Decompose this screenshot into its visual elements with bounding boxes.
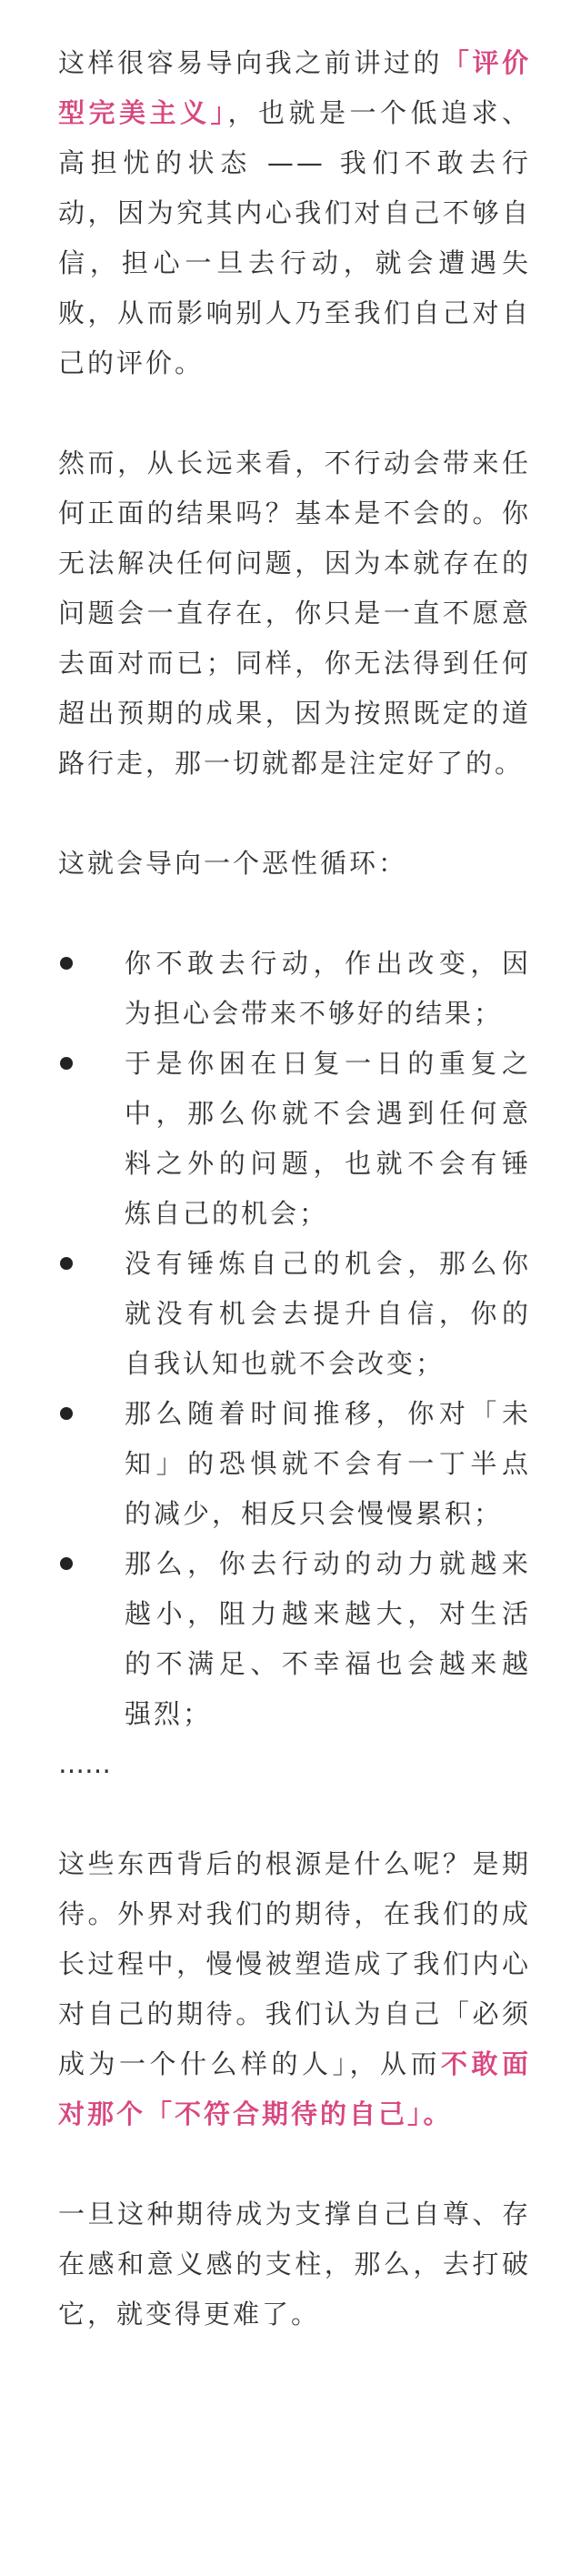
list-item [58,939,531,1039]
paragraph-text: ，也就是一个低追求、高担忧的状态 —— 我们不敢去行动，因为究其内心我们对自己不够自信，担心一旦去行动，就会遭遇失败，从而影响别人乃至我们自己对自己的评价。 [58,97,531,378]
paragraph-text: 这些东西背后的根源是什么呢？是期待。外界对我们的期待，在我们的成长过程中，慢慢被塑造成了我们内心对自己的期待。我们认为自己「必须成为一个什么样的人」，从而 [58,1848,531,2079]
highlight-evaluative-perfectionism: 「评价型完美主义」 [58,47,531,128]
paragraph-root-cause [58,1839,531,2139]
list-item-text: 你不敢去行动，作出改变，因为担心会带来不够好的结果； [125,948,531,1029]
list-item-text: 于是你困在日复一日的重复之中，那么你就不会遇到任何意料之外的问题，也就不会有锤炼自己的机会； [125,1048,531,1229]
paragraph-perfectionism [58,38,531,388]
list-item-text: 那么随着时间推移，你对「未知」的恐惧就不会有一丁半点的减少，相反只会慢慢累积； [125,1398,531,1529]
list-item [58,1239,531,1389]
bullet-icon [60,1257,73,1270]
bullet-icon [60,957,73,970]
list-item-text: 没有锤炼自己的机会，那么你就没有机会去提升自信，你的自我认知也就不会改变； [125,1248,531,1379]
bullet-icon [60,1057,73,1070]
article-body [58,38,531,2390]
bullet-icon [60,1557,73,1570]
vicious-cycle-list [58,939,531,1739]
list-item [58,1389,531,1539]
paragraph-long-term: 然而，从长远来看，不行动会带来任何正面的结果吗？基本是不会的。你无法解决任何问题，因为本就存在的问题会一直存在，你只是一直不愿意去面对而已；同样，你无法得到任何超出预期的成果，因为按照既定的道路行走，那一切就都是注定好了的。 [58,448,531,779]
highlight-unexpected-self: 不敢面对那个「不符合期待的自己」。 [58,2048,531,2129]
list-item-text: 那么，你去行动的动力就越来越小，阻力越来越大，对生活的不满足、不幸福也会越来越强烈； [125,1548,531,1729]
ellipsis: …… [58,1748,111,1779]
list-item [58,1539,531,1739]
paragraph-vicious-cycle-intro: 这就会导向一个恶性循环： [58,848,408,879]
paragraph-conclusion: 一旦这种期待成为支撑自己自尊、存在感和意义感的支柱，那么，去打破它，就变得更难了。 [58,2199,531,2329]
paragraph-text: 这样很容易导向我之前讲过的 [58,47,443,78]
list-item [58,1039,531,1239]
bullet-icon [60,1407,73,1420]
